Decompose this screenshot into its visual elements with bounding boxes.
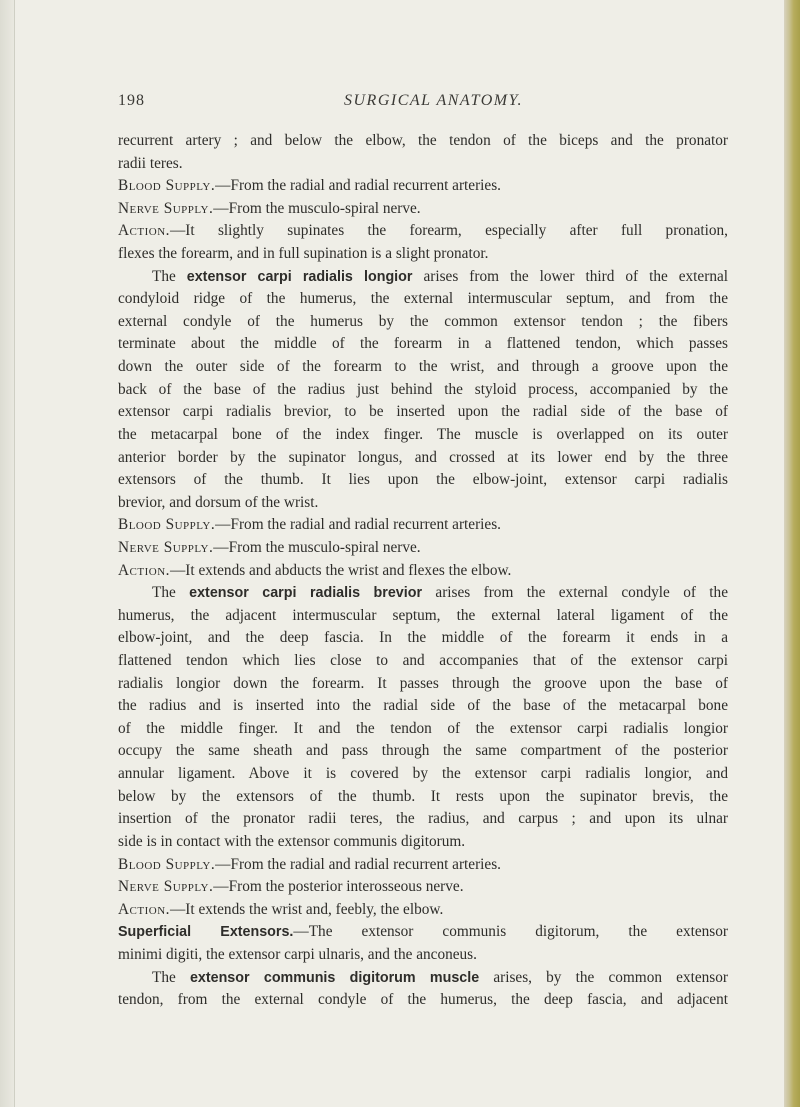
small-caps-heading: Action. [118,900,170,918]
text-run: external condyle of the humerus by the common extensor tendon ; the fibers [118,312,728,330]
text-line [118,243,728,266]
text-line [118,718,728,741]
text-run: —The extensor communis digitorum, the extensor [293,923,728,941]
text-line [118,831,728,854]
text-run: condyloid ridge of the humerus, the external intermuscular septum, and from the [118,290,728,308]
text-run: extensors of the thumb. It lies upon the elbow-joint, extensor carpi radialis [118,471,728,489]
text-run: annular ligament. Above it is covered by the extensor carpi radialis longior, and [118,765,728,783]
text-run: —From the musculo-spiral nerve. [213,538,421,556]
text-run: The [152,267,187,285]
text-line [118,379,728,402]
text-run: The [152,968,190,986]
text-run: recurrent artery ; and below the elbow, the tendon of the biceps and the pronator [118,132,728,149]
text-line [118,921,728,944]
text-line [118,311,728,334]
text-line [118,786,728,809]
text-line [118,492,728,515]
text-run: anterior border by the supinator longus, and crossed at its lower end by the three [118,448,728,466]
text-line [118,401,728,424]
text-line [118,989,728,1012]
text-line [118,582,728,605]
text-line [118,447,728,470]
text-run: —From the posterior interosseous nerve. [213,878,464,896]
text-run: back of the base of the radius just behind the styloid process, accompanied by the [118,380,728,398]
text-line [118,175,728,198]
text-line [118,854,728,877]
text-line [118,808,728,831]
small-caps-heading: Action. [118,222,170,240]
text-run: —It extends the wrist and, feebly, the elbow. [169,900,444,918]
text-run: of the middle finger. It and the tendon of the extensor carpi radialis longior [118,719,728,737]
text-run: —From the radial and radial recurrent arteries. [215,516,501,534]
text-run: below by the extensors of the thumb. It rests upon the supinator brevis, the [118,787,728,805]
text-line [118,198,728,221]
text-run: side is in contact with the extensor communis digitorum. [118,832,466,850]
text-run: radii teres. [118,154,183,172]
bold-term: extensor carpi radialis brevior [189,585,423,602]
small-caps-heading: Nerve Supply. [118,199,214,217]
page-header [118,92,718,116]
text-line [118,356,728,379]
text-run: brevior, and dorsum of the wrist. [118,493,319,511]
text-run: —From the musculo-spiral nerve. [213,199,421,217]
text-line [118,876,728,899]
text-run: flattened tendon which lies close to and accompanies that of the extensor carpi [118,652,728,670]
text-line [118,469,728,492]
text-run: extensor carpi radialis brevior, to be inserted upon the radial side of the base of [118,403,728,421]
text-run: —It extends and abducts the wrist and flexes the elbow. [169,561,512,579]
text-run: terminate about the middle of the forearm in a flattened tendon, which passes [118,335,728,353]
text-run: occupy the same sheath and pass through the same compartment of the posterior [118,742,728,760]
small-caps-heading: Blood Supply. [118,177,216,195]
text-run: the metacarpal bone of the index finger. The muscle is overlapped on its outer [118,425,728,443]
page-left-edge [0,0,15,1107]
text-run: tendon, from the external condyle of the humerus, the deep fascia, and adjacent [118,991,728,1009]
text-run: down the outer side of the forearm to the wrist, and through a groove upon the [118,358,728,376]
bold-term: extensor carpi radialis longior [186,268,413,285]
text-line [118,560,728,583]
book-gutter-shadow [784,0,800,1107]
text-line [118,967,728,990]
text-line [118,605,728,628]
text-run: —It slightly supinates the forearm, especially after full pronation, [169,222,728,240]
text-run: The [152,584,190,602]
text-run: flexes the forearm, and in full supination is a slight pronator. [118,245,489,263]
bold-term: Superficial Extensors. [118,924,294,941]
small-caps-heading: Blood Supply. [118,855,216,873]
running-title: SURGICAL ANATOMY. [344,92,524,109]
text-line [118,266,728,289]
text-line [118,627,728,650]
text-line [118,944,728,967]
text-run: insertion of the pronator radii teres, the radius, and carpus ; and upon its ulnar [118,810,728,828]
text-line [118,220,728,243]
text-line [118,288,728,311]
body-text [118,130,728,1012]
small-caps-heading: Nerve Supply. [118,538,214,556]
page-number: 198 [118,92,145,109]
text-line [118,130,728,153]
text-run: arises, by the common extensor [479,968,728,986]
text-line [118,537,728,560]
text-line [118,740,728,763]
text-line [118,695,728,718]
text-run: minimi digiti, the extensor carpi ulnaris, and the anconeus. [118,945,477,963]
text-line [118,153,728,176]
text-run: humerus, the adjacent intermuscular septum, the external lateral ligament of the [118,606,728,624]
text-run: —From the radial and radial recurrent arteries. [215,855,501,873]
small-caps-heading: Blood Supply. [118,516,216,534]
small-caps-heading: Action. [118,561,170,579]
text-line [118,424,728,447]
text-run: elbow-joint, and the deep fascia. In the middle of the forearm it ends in a [118,629,728,647]
bold-term: extensor communis digitorum muscle [189,969,480,986]
text-run: —From the radial and radial recurrent arteries. [215,177,501,195]
text-run: radialis longior down the forearm. It passes through the groove upon the base of [118,674,728,692]
text-line [118,673,728,696]
text-line [118,650,728,673]
text-line [118,333,728,356]
text-run: the radius and is inserted into the radial side of the base of the metacarpal bone [118,697,728,715]
text-run: arises from the external condyle of the [422,584,728,602]
text-run: arises from the lower third of the external [412,267,728,285]
small-caps-heading: Nerve Supply. [118,878,214,896]
text-line [118,514,728,537]
text-line [118,763,728,786]
text-line [118,899,728,922]
